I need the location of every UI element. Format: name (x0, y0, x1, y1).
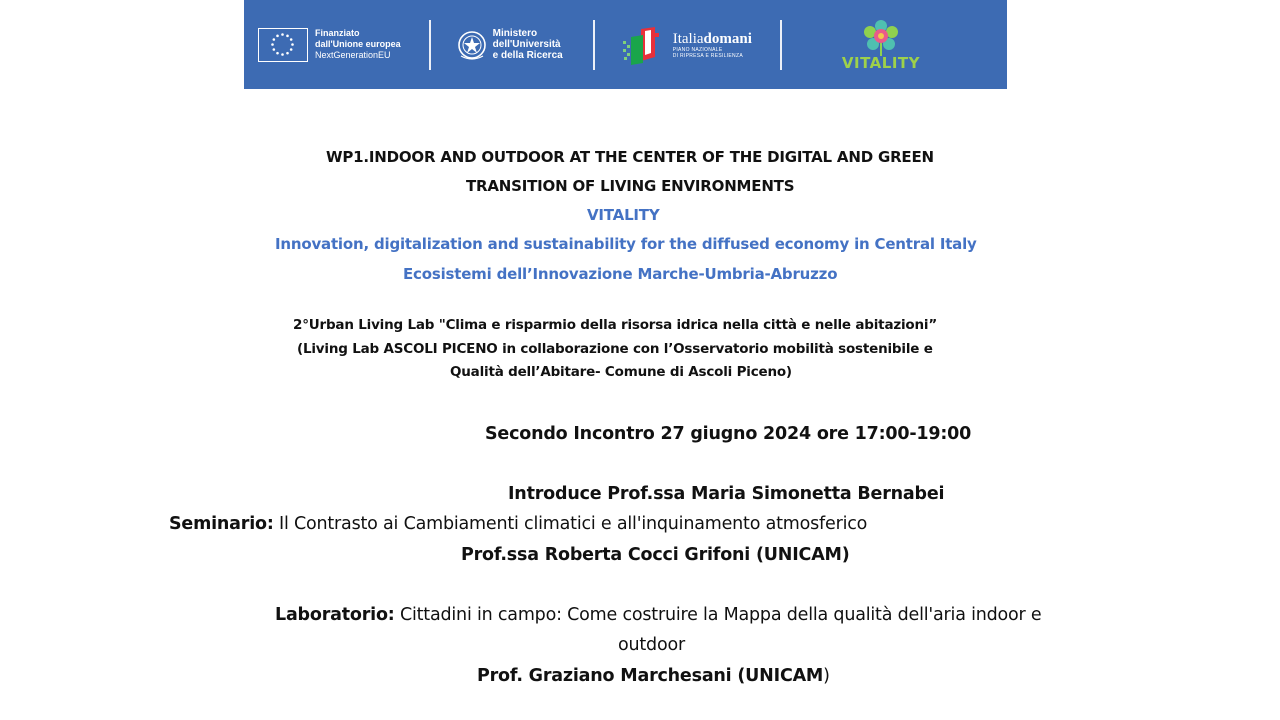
laboratory-line-1 (275, 605, 1042, 625)
seminar-label: Seminario: (169, 514, 274, 534)
eu-funding-logo (258, 28, 401, 62)
ministry-text-line2: dell'Università (492, 39, 561, 50)
eu-text-line1: Finanziato (315, 28, 360, 38)
eu-star-icon (273, 38, 276, 41)
laboratory-speaker-line (477, 666, 830, 686)
vitality-flower-icon (858, 18, 904, 58)
italiadomani-subtitle-line1: PIANO NAZIONALE (672, 46, 723, 53)
title-line-2: TRANSITION OF LIVING ENVIRONMENTS (466, 177, 795, 195)
italian-emblem-icon (457, 28, 487, 62)
banner-divider (593, 20, 595, 70)
meeting-date: Secondo Incontro 27 giugno 2024 ore 17:00-19:00 (485, 424, 972, 444)
eu-star-icon (273, 48, 276, 51)
eu-star-icon (281, 53, 284, 56)
laboratory-speaker: Prof. Graziano Marchesani (UNICAM (477, 666, 824, 686)
living-lab-line-1: 2°Urban Living Lab "Clima e risparmio della risorsa idrica nella città e nelle abitazioni” (293, 317, 938, 333)
eu-star-icon (276, 51, 279, 54)
italiadomani-subtitle-line2: DI RIPRESA E RESILIENZA (672, 52, 743, 59)
header-banner (244, 0, 1007, 89)
italiadomani-logo (621, 23, 752, 67)
eu-star-icon (281, 33, 284, 36)
banner-divider (429, 20, 431, 70)
eu-star-icon (290, 48, 293, 51)
ministry-text-line3: e della Ricerca (492, 50, 563, 61)
living-lab-line-3: Qualità dell’Abitare- Comune di Ascoli Piceno) (450, 364, 792, 380)
seminar-speaker: Prof.ssa Roberta Cocci Grifoni (UNICAM) (461, 545, 850, 565)
laboratory-topic-line1: Cittadini in campo: Come costruire la Mappa della qualità dell'aria indoor e (394, 605, 1042, 625)
eu-star-icon (271, 43, 274, 46)
living-lab-line-2: (Living Lab ASCOLI PICENO in collaborazione con l’Osservatorio mobilità sostenibile e (297, 341, 933, 357)
banner-divider (780, 20, 782, 70)
eu-text-line2: dall'Unione europea (315, 39, 401, 49)
vitality-logo (842, 18, 920, 72)
title-line-1: WP1.INDOOR AND OUTDOOR AT THE CENTER OF THE DIGITAL AND GREEN (326, 148, 934, 166)
ministry-text-line1: Ministero (492, 28, 538, 39)
eu-text-line3: NextGenerationEU (315, 50, 391, 60)
italiadomani-name: Italiadomani (672, 30, 752, 47)
laboratory-topic-line2: outdoor (618, 635, 685, 655)
project-name: VITALITY (587, 206, 660, 224)
laboratory-label: Laboratorio: (275, 605, 395, 625)
eu-star-icon (276, 34, 279, 37)
seminar-line (169, 514, 867, 534)
ecosystem-name: Ecosistemi dell’Innovazione Marche-Umbria-Abruzzo (403, 265, 838, 283)
introduction: Introduce Prof.ssa Maria Simonetta Bernabei (508, 484, 945, 504)
eu-star-icon (290, 38, 293, 41)
eu-star-icon (291, 43, 294, 46)
seminar-topic: Il Contrasto ai Cambiamenti climatici e all'inquinamento atmosferico (273, 514, 868, 534)
italiadomani-mark-icon (621, 23, 669, 67)
laboratory-speaker-close: ) (823, 666, 830, 686)
eu-flag-icon (258, 28, 308, 62)
ministry-logo (457, 28, 563, 62)
eu-star-icon (286, 34, 289, 37)
eu-star-icon (286, 51, 289, 54)
vitality-logo-text: VITALITY (841, 53, 920, 72)
project-subtitle: Innovation, digitalization and sustainability for the diffused economy in Central Italy (275, 235, 977, 253)
